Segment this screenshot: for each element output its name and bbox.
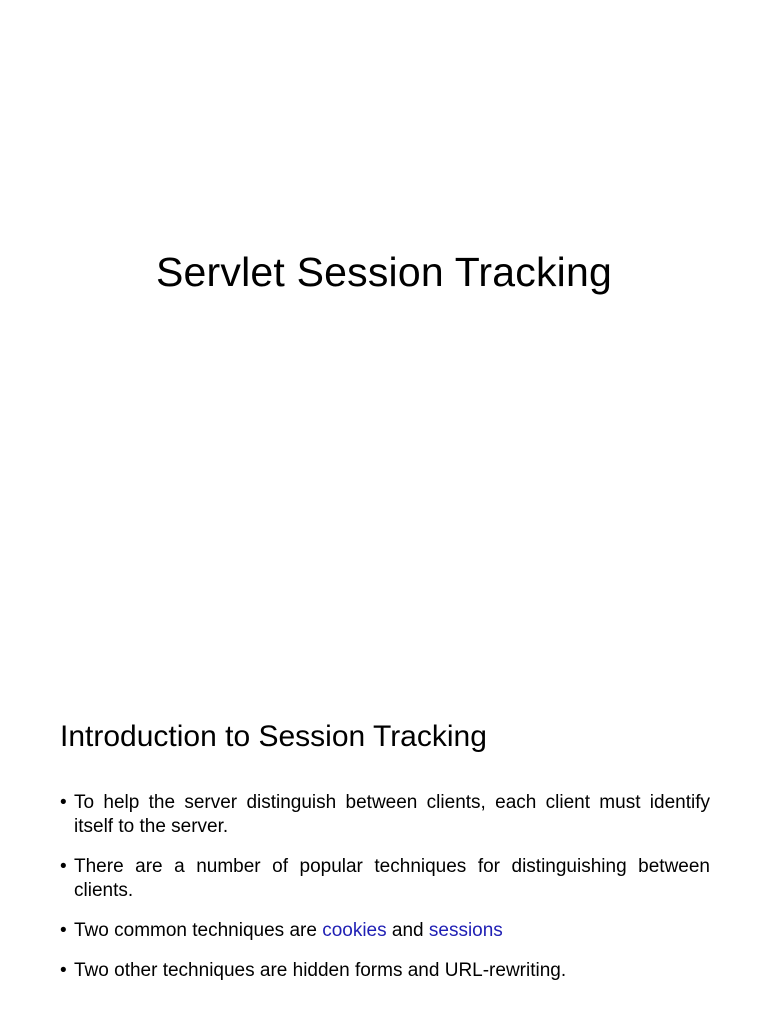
cookies-link[interactable]: cookies <box>322 920 387 941</box>
bullet-item <box>60 791 710 839</box>
section-title: Introduction to Session Tracking <box>60 720 487 753</box>
bullet-item <box>60 855 710 903</box>
bullet-text: There are a number of popular techniques for distinguishing between clients. <box>74 856 710 901</box>
bullet-text: Two other techniques are hidden forms and URL-rewriting. <box>74 960 567 981</box>
bullet-text-middle: and <box>386 920 429 941</box>
bullet-text: To help the server distinguish between clients, each client must identify itself to the server. <box>74 792 710 837</box>
bullet-item <box>60 959 710 983</box>
bullet-marker: • <box>60 856 67 877</box>
bullet-text-prefix: Two common techniques are <box>74 920 323 941</box>
slide-title: Servlet Session Tracking <box>155 249 612 295</box>
sessions-link[interactable]: sessions <box>428 920 503 941</box>
bullet-list <box>60 791 710 999</box>
content-slide <box>0 545 768 1024</box>
bullet-marker: • <box>60 920 67 941</box>
bullet-marker: • <box>60 960 67 981</box>
bullet-item <box>60 919 710 943</box>
bullet-marker: • <box>60 792 67 813</box>
